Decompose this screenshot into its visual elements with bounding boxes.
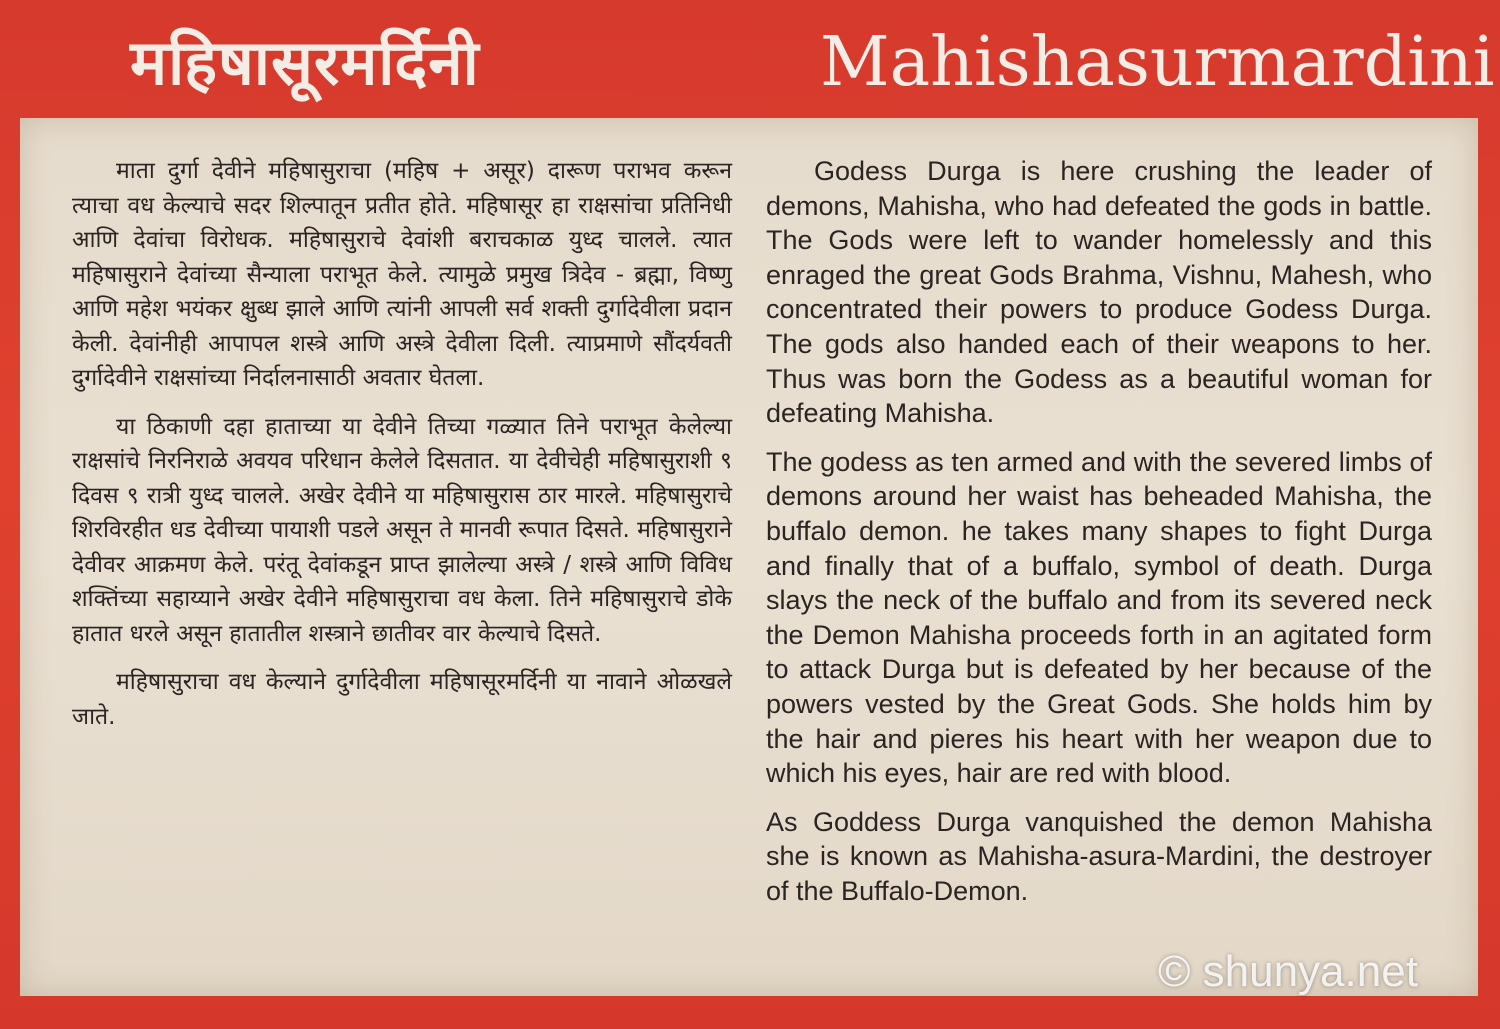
marathi-paragraph-1: माता दुर्गा देवीने महिषासुराचा (महिष + असूर) दारूण पराभव करून त्याचा वध केल्याचे सदर शिल्पातून प्रतीत होते. महिषासूर हा राक्षसांचा प्रतिनिधी आणि देवांचा विरोधक. महिषासुराचे देवांशी बराचकाळ युध्द चालले. त्यात महिषासुराने देवांच्या सैन्याला पराभूत केले. त्यामुळे प्रमुख त्रिदेव - ब्रह्मा, विष्णु आणि महेश भयंकर क्षुब्ध झाले आणि त्यांनी आपली सर्व शक्ती दुर्गादेवीला प्रदान केली. देवांनीही आपापल शस्त्रे आणि अस्त्रे देवीला दिली. त्याप्रमाणे सौंदर्यवती दुर्गादेवीने राक्षसांच्या निर्दालनासाठी अवतार घेतला. [72, 158, 732, 391]
marathi-title: महिषासूरमर्दिनी [130, 26, 480, 99]
marathi-paragraph-2: या ठिकाणी दहा हाताच्या या देवीने तिच्या गळ्यात तिने पराभूत केलेल्या राक्षसांचे निरनिराळे अवयव परिधान केलेले दिसतात. या देवीचेही महिषासुराशी ९ दिवस ९ रात्री युध्द चालले. अखेर देवीने या महिषासुरास ठार मारले. महिषासुराचे शिरविरहीत धड देवीच्या पायाशी पडले असून ते मानवी रूपात दिसते. महिषासुराने देवीवर आक्रमण केले. परंतू देवांकडून प्राप्त झालेल्या अस्त्रे / शस्त्रे आणि विविध शक्तिंच्या सहाय्याने अखेर देवीने महिषासुराचा वध केला. तिने महिषासुराचे डोके हातात धरले असून हातातील शस्त्राने छातीवर वार केल्याचे दिसते. [72, 413, 732, 647]
english-paragraph-3: As Goddess Durga vanquished the demon Mahisha she is known as Mahisha-asura-Mardini, the destroyer of the Buffalo-Demon. [766, 806, 1432, 906]
english-paragraph-2: The godess as ten armed and with the severed limbs of demons around her waist has beheaded Mahisha, the buffalo demon. he takes many shapes to fight Durga and finally that of a buffalo, symbol of death. Durga slays the neck of the buffalo and from its severed neck the Demon Mahisha proceeds forth in an agitated form to attack Durga but is defeated by her because of the powers vested by the Great Gods. She holds him by the hair and pieres his heart with her weapon due to which his eyes, hair are red with blood. [766, 446, 1432, 789]
text-panel [20, 118, 1478, 996]
marathi-paragraph-3: महिषासुराचा वध केल्याने दुर्गादेवीला महिषासूरमर्दिनी या नावाने ओळखले जाते. [72, 669, 732, 730]
copyright-watermark: © shunya.net [1158, 947, 1418, 996]
marathi-column [72, 154, 732, 748]
english-paragraph-1: Godess Durga is here crushing the leader of demons, Mahisha, who had defeated the gods in battle. The Gods were left to wander homelessly and this enraged the great Gods Brahma, Vishnu, Mahesh, who concentrated their powers to produce Godess Durga. The gods also handed each of their weapons to her. Thus was born the Godess as a beautiful woman for defeating Mahisha. [766, 156, 1432, 429]
english-title: Mahishasurmardini [820, 23, 1495, 102]
english-column [766, 154, 1432, 922]
